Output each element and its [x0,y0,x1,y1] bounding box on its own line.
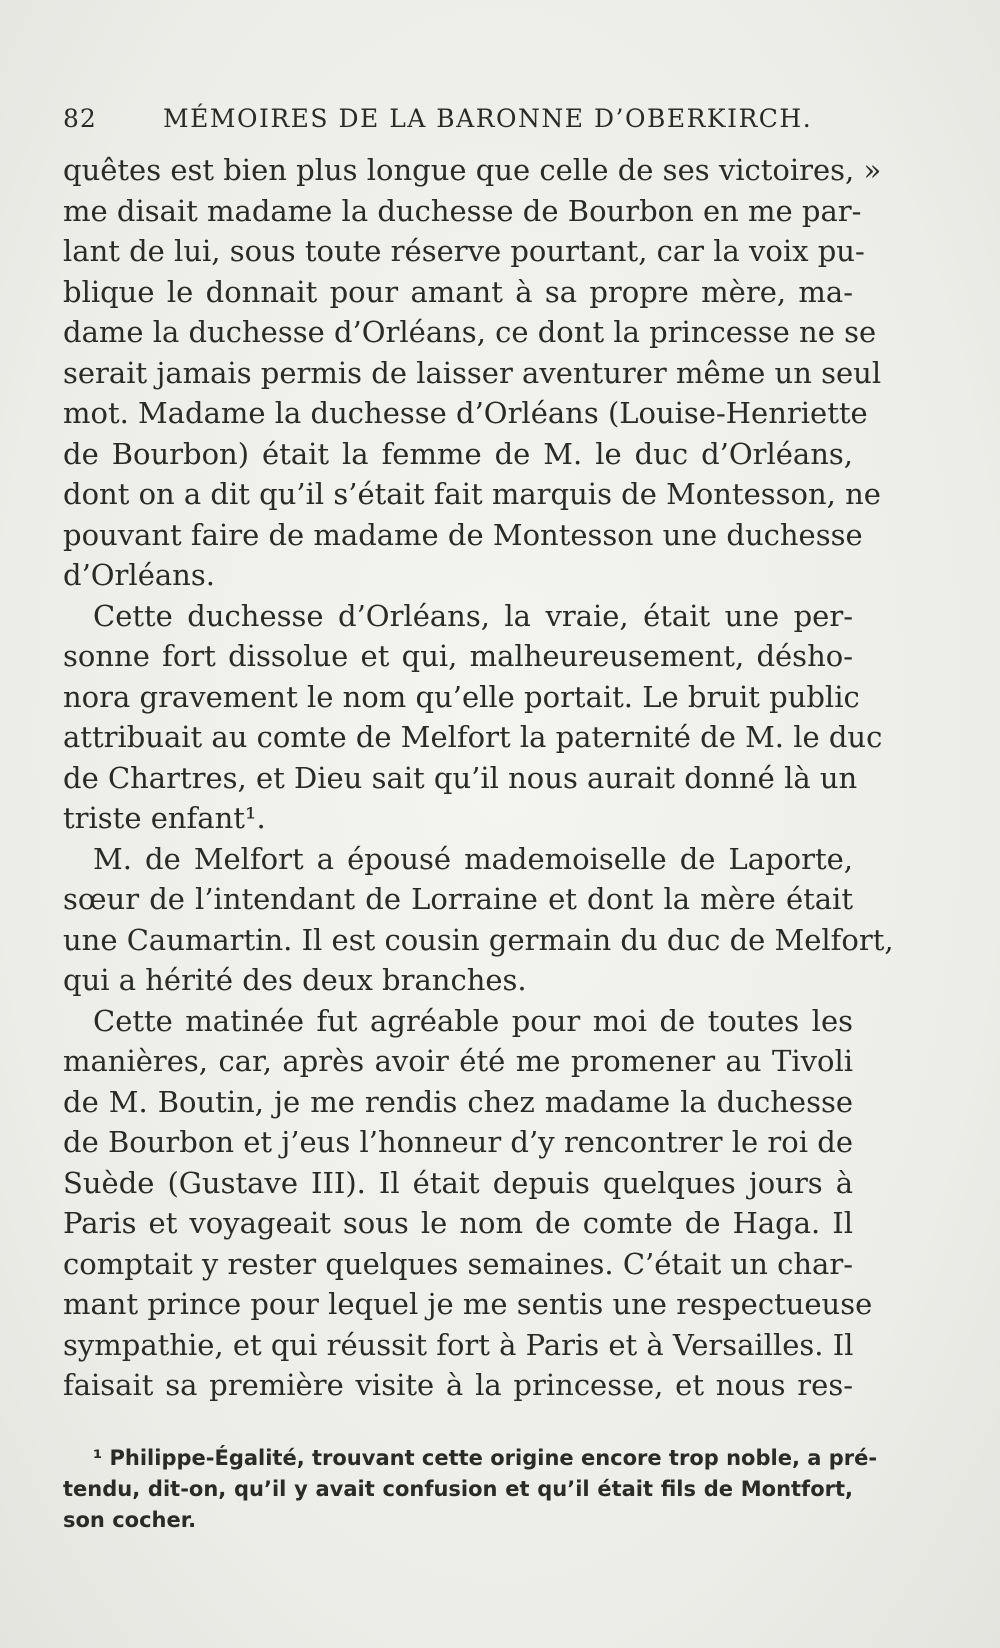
text-line: quêtes est bien plus longue que celle de ses victoires, » [63,153,882,187]
text-line: Cette duchesse d’Orléans, la vraie, était une per- [93,598,853,633]
text-line: mant prince pour lequel je me sentis une respectueuse [63,1287,873,1321]
text-line: pouvant faire de madame de Montesson une duchesse [63,517,863,552]
text-line: qui a hérité des deux branches. [63,963,527,997]
text-line: nora gravement le nom qu’elle portait. Le bruit public [63,679,860,714]
footnotes [63,1443,878,1536]
text-line: me disait madame la duchesse de Bourbon en me par- [63,193,862,228]
text-line: de Bourbon et j’eus l’honneur d’y rencontrer le roi de [63,1125,853,1159]
text-line: d’Orléans. [63,558,215,592]
text-line: de Chartres, et Dieu sait qu’il nous aurait donné là un [63,760,858,795]
text-line: faisait sa première visite à la princesse, et nous res- [63,1368,853,1402]
text-line: mot. Madame la duchesse d’Orléans (Louise-Henriette [63,396,868,430]
footnote-line: son cocher. [63,1508,197,1532]
page-number: 82 [63,104,97,133]
text-line: triste enfant¹. [63,801,266,835]
text-line: manières, car, après avoir été me promener au Tivoli [63,1044,853,1078]
text-line: sympathie, et qui réussit fort à Paris et à Versailles. Il [63,1327,854,1362]
text-line: lant de lui, sous toute réserve pourtant, car la voix pu- [63,234,865,268]
text-line: Cette matinée fut agréable pour moi de toutes les [93,1003,853,1038]
text-line: Paris et voyageait sous le nom de comte de Haga. Il [63,1206,853,1240]
page-header [63,104,863,144]
text-line: M. de Melfort a épousé mademoiselle de Laporte, [93,841,853,876]
text-line: comptait y rester quelques semaines. C’était un char- [63,1246,853,1281]
text-line: une Caumartin. Il est cousin germain du duc de Melfort, [63,922,894,957]
body-text [63,150,894,1406]
text-line: attribuait au comte de Melfort la paternité de M. le duc [63,720,883,754]
text-line: de M. Boutin, je me rendis chez madame la duchesse [63,1084,853,1119]
text-line: dont on a dit qu’il s’était fait marquis de Montesson, ne [63,477,881,511]
running-head: MÉMOIRES DE LA BARONNE D’OBERKIRCH. [163,104,813,133]
text-line: sœur de l’intendant de Lorraine et dont la mère était [63,882,853,916]
footnote-line: ¹ Philippe-Égalité, trouvant cette origine encore trop noble, a pré- [93,1446,878,1470]
text-line: de Bourbon) était la femme de M. le duc d’Orléans, [63,436,853,471]
text-line: dame la duchesse d’Orléans, ce dont la princesse ne se [63,315,877,349]
text-line: blique le donnait pour amant à sa propre mère, ma- [63,274,853,309]
text-line: sonne fort dissolue et qui, malheureusement, désho- [63,639,853,673]
text-line: Suède (Gustave III). Il était depuis quelques jours à [63,1165,853,1200]
text-line: serait jamais permis de laisser aventurer même un seul [63,355,882,390]
footnote-line: tendu, dit-on, qu’il y avait confusion et qu’il était fils de Montfort, [63,1477,853,1501]
